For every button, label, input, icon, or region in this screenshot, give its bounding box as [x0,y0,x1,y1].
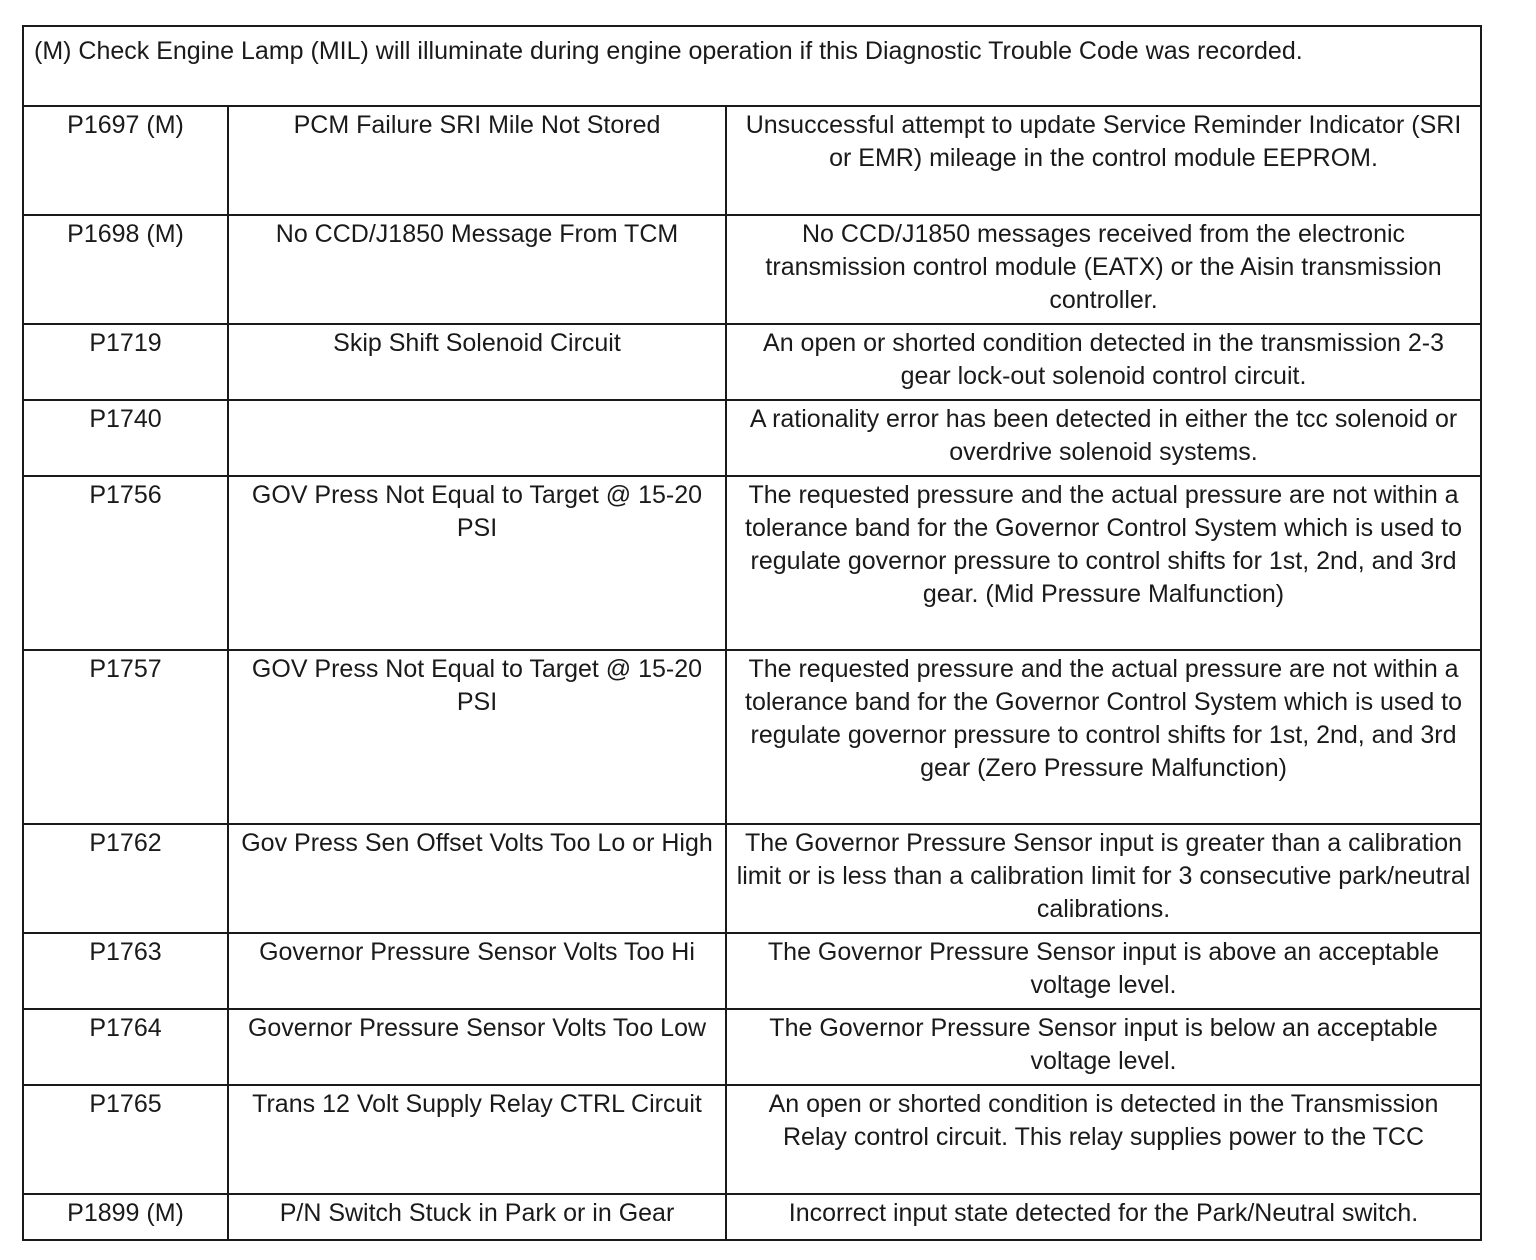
table-row [23,324,1481,400]
table-row [23,933,1481,1009]
dtc-description: The Governor Pressure Sensor input is above an acceptable voltage level. [726,933,1481,1009]
note-row [23,26,1481,106]
dtc-name: PCM Failure SRI Mile Not Stored [228,106,726,215]
dtc-description: An open or shorted condition is detected in the Transmission Relay control circuit. This relay supplies power to the TCC [726,1085,1481,1194]
mil-note: (M) Check Engine Lamp (MIL) will illuminate during engine operation if this Diagnostic Trouble Code was recorded. [23,26,1481,106]
table-row [23,1085,1481,1194]
dtc-description: No CCD/J1850 messages received from the electronic transmission control module (EATX) or the Aisin transmission controller. [726,215,1481,324]
dtc-name: GOV Press Not Equal to Target @ 15-20 PSI [228,476,726,650]
dtc-description: An open or shorted condition detected in the transmission 2-3 gear lock-out solenoid control circuit. [726,324,1481,400]
dtc-name: P/N Switch Stuck in Park or in Gear [228,1194,726,1240]
dtc-code: P1719 [23,324,228,400]
dtc-name: Governor Pressure Sensor Volts Too Hi [228,933,726,1009]
dtc-code: P1764 [23,1009,228,1085]
dtc-code: P1763 [23,933,228,1009]
dtc-name: Governor Pressure Sensor Volts Too Low [228,1009,726,1085]
dtc-description: Incorrect input state detected for the Park/Neutral switch. [726,1194,1481,1240]
dtc-name: GOV Press Not Equal to Target @ 15-20 PSI [228,650,726,824]
dtc-code: P1899 (M) [23,1194,228,1240]
dtc-code: P1762 [23,824,228,933]
dtc-description: A rationality error has been detected in either the tcc solenoid or overdrive solenoid systems. [726,400,1481,476]
table-row [23,824,1481,933]
dtc-name [228,400,726,476]
dtc-description: The Governor Pressure Sensor input is greater than a calibration limit or is less than a calibration limit for 3 consecutive park/neutral calibrations. [726,824,1481,933]
dtc-code: P1757 [23,650,228,824]
dtc-code: P1697 (M) [23,106,228,215]
dtc-name: Skip Shift Solenoid Circuit [228,324,726,400]
dtc-description: The requested pressure and the actual pressure are not within a tolerance band for the Governor Control System which is used to regulate governor pressure to control shifts for 1st, 2nd, and 3rd gear (Zero Pressure Malfunction) [726,650,1481,824]
table-row [23,1009,1481,1085]
dtc-name: No CCD/J1850 Message From TCM [228,215,726,324]
table-row [23,215,1481,324]
dtc-code: P1740 [23,400,228,476]
dtc-code: P1698 (M) [23,215,228,324]
dtc-description: Unsuccessful attempt to update Service Reminder Indicator (SRI or EMR) mileage in the control module EEPROM. [726,106,1481,215]
dtc-description: The Governor Pressure Sensor input is below an acceptable voltage level. [726,1009,1481,1085]
dtc-table [22,25,1482,1241]
dtc-code: P1756 [23,476,228,650]
dtc-code: P1765 [23,1085,228,1194]
dtc-description: The requested pressure and the actual pressure are not within a tolerance band for the Governor Control System which is used to regulate governor pressure to control shifts for 1st, 2nd, and 3rd gear. (Mid Pressure Malfunction) [726,476,1481,650]
table-row [23,106,1481,215]
table-row [23,1194,1481,1240]
table-row [23,650,1481,824]
dtc-name: Gov Press Sen Offset Volts Too Lo or High [228,824,726,933]
table-row [23,400,1481,476]
table-row [23,476,1481,650]
dtc-name: Trans 12 Volt Supply Relay CTRL Circuit [228,1085,726,1194]
